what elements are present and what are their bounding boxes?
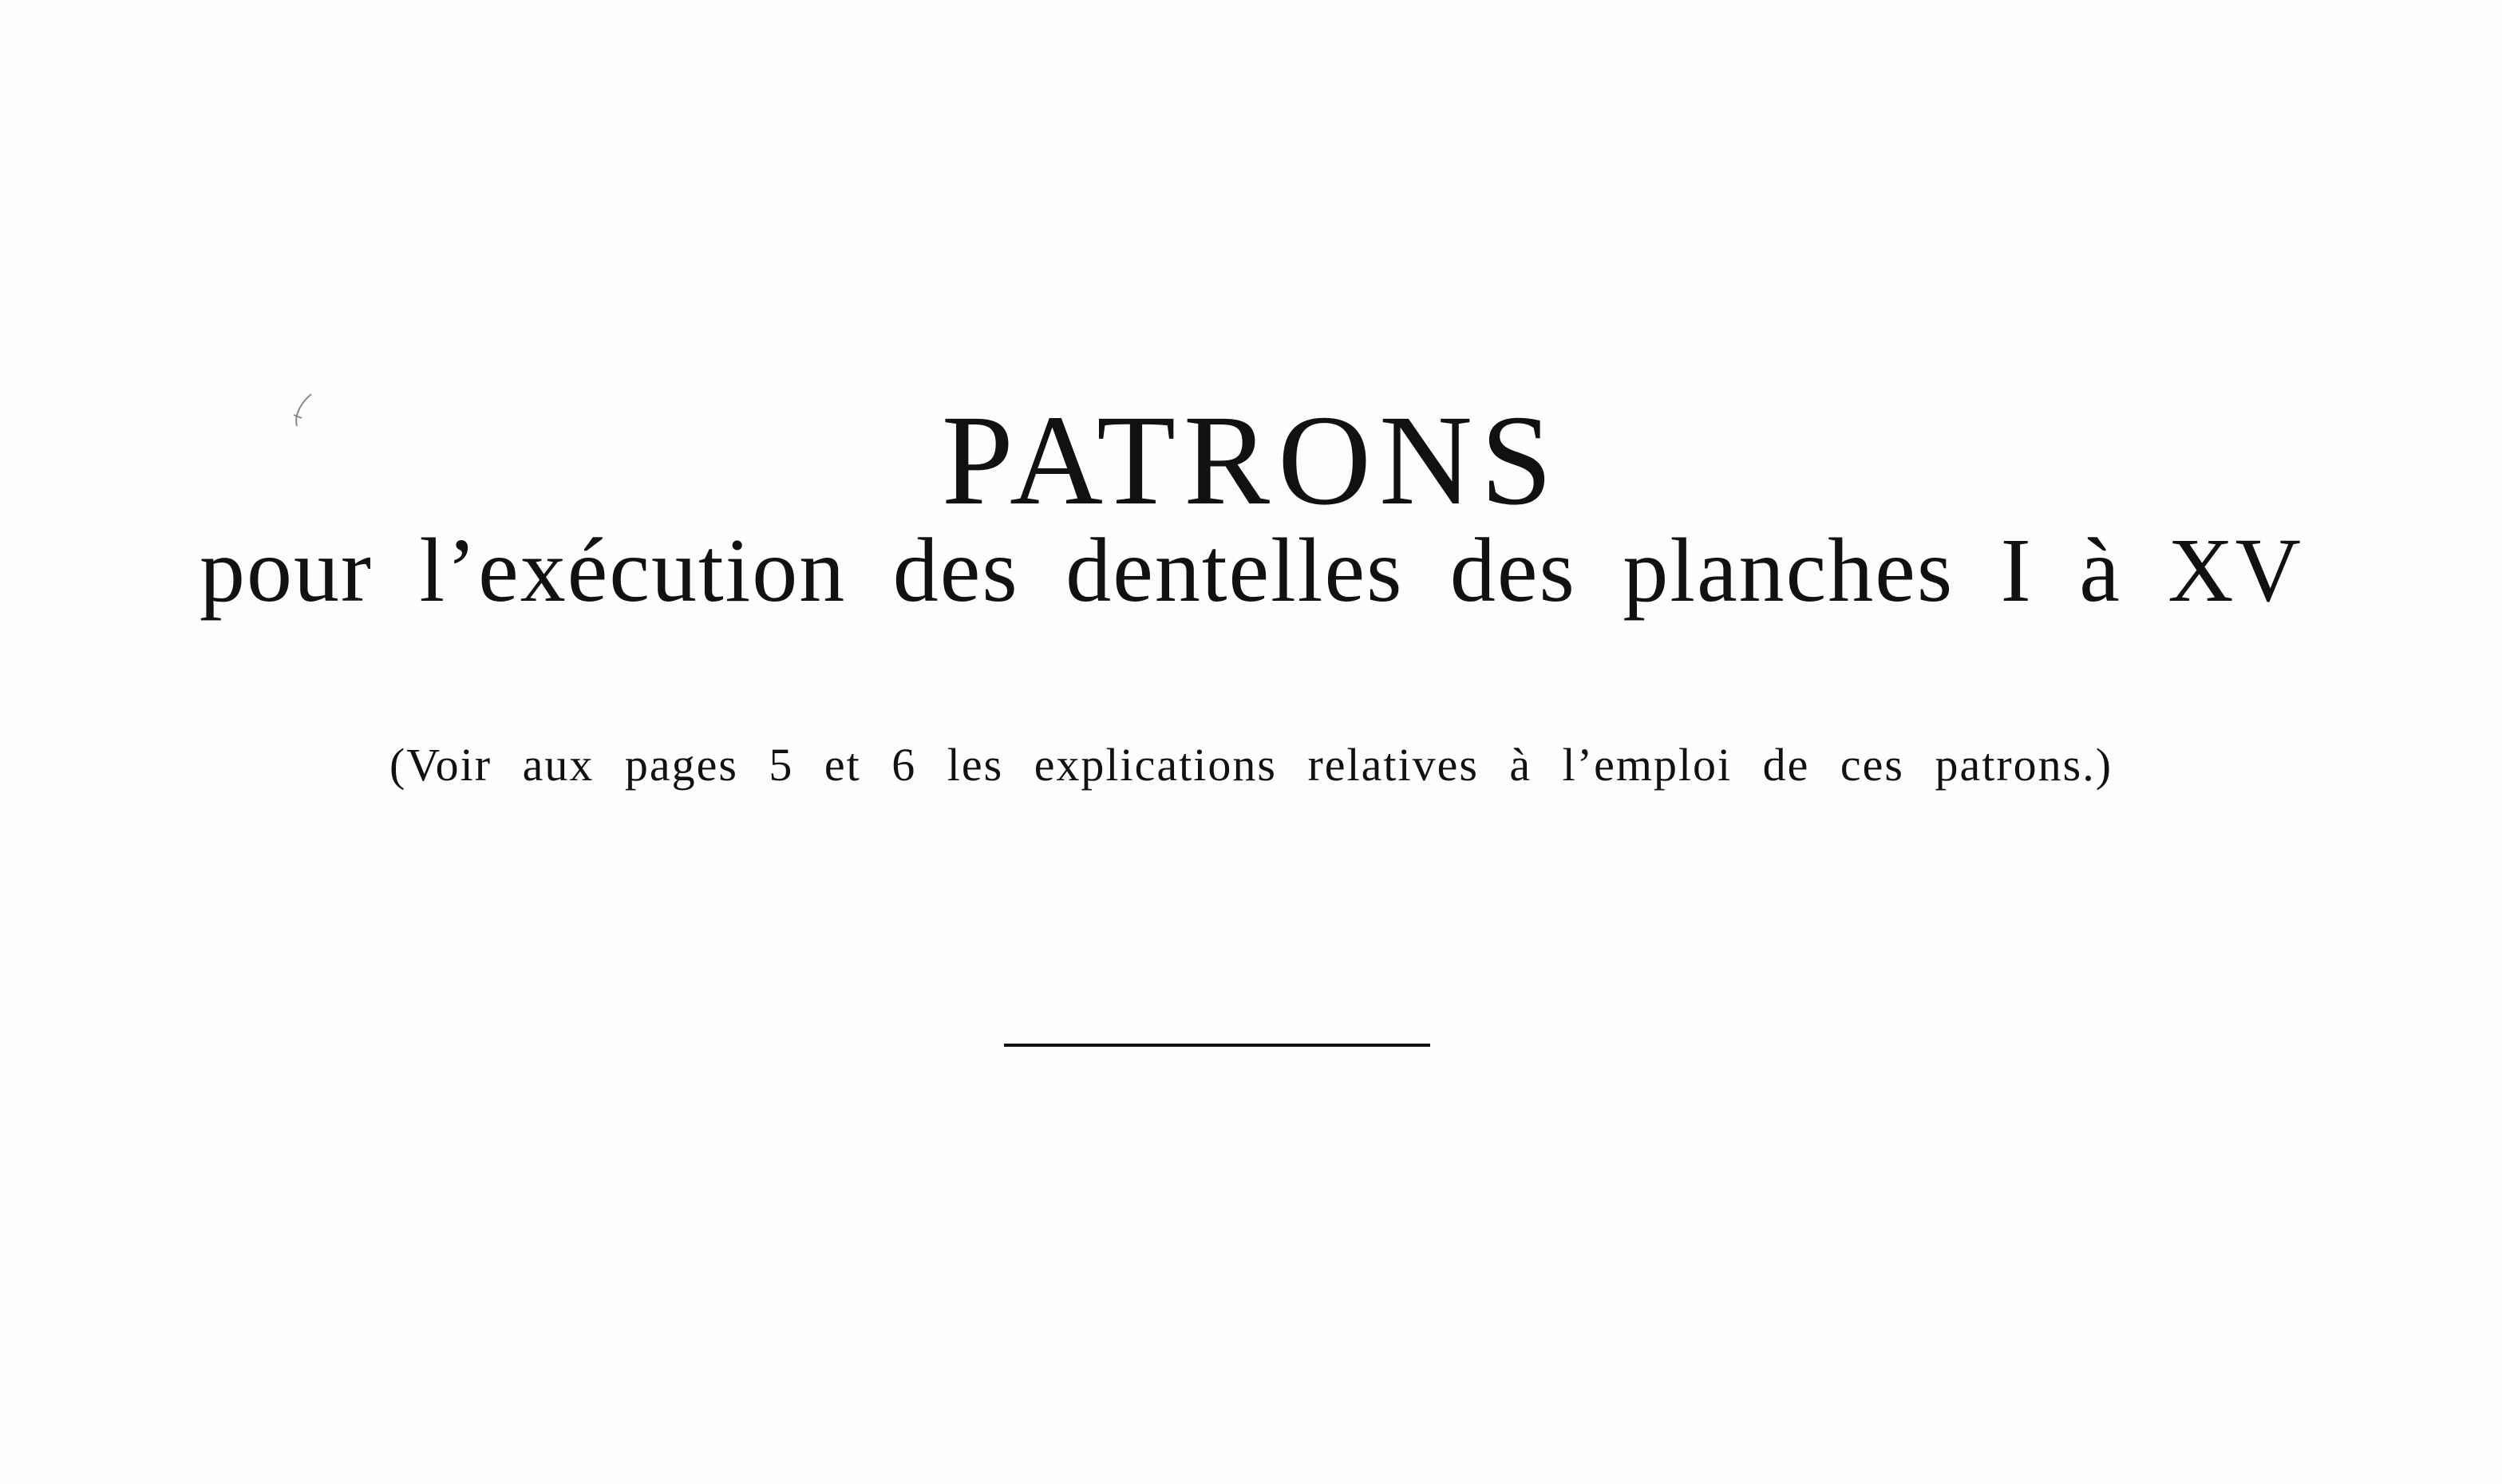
- page-subtitle: pour l’exécution des dentelles des planches I à XV: [200, 519, 2302, 621]
- horizontal-rule: [1004, 1044, 1430, 1047]
- page-title: PATRONS: [941, 389, 1561, 532]
- page-note: (Voir aux pages 5 et 6 les explications relatives à l’emploi de ces patrons.): [389, 739, 2113, 791]
